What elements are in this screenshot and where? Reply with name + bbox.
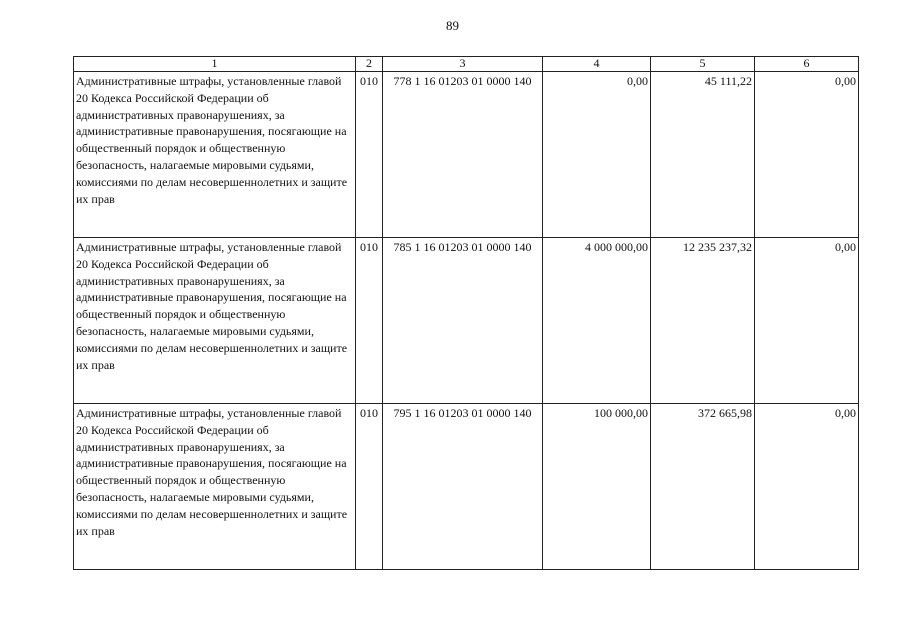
row-budget-code: 778 1 16 01203 01 0000 140 xyxy=(383,72,543,238)
row-description: Административные штрафы, установленные главой 20 Кодекса Российской Федерации об административных правонарушениях, за административные правонарушения, посягающие на общественный порядок и общественную безопасность, налагаемые мировыми судьями, комиссиями по делам несовершеннолетних и защите их прав xyxy=(74,404,356,570)
row-col5-value: 45 111,22 xyxy=(651,72,755,238)
row-description: Административные штрафы, установленные главой 20 Кодекса Российской Федерации об административных правонарушениях, за административные правонарушения, посягающие на общественный порядок и общественную безопасность, налагаемые мировыми судьями, комиссиями по делам несовершеннолетних и защите их прав xyxy=(74,72,356,238)
page-number: 89 xyxy=(446,18,459,33)
row-line-code: 010 xyxy=(356,72,383,238)
header-cell-4: 4 xyxy=(543,57,651,72)
report-table xyxy=(73,56,859,570)
row-col6-value: 0,00 xyxy=(755,238,859,404)
header-cell-5: 5 xyxy=(651,57,755,72)
header-cell-1: 1 xyxy=(74,57,356,72)
table-row xyxy=(74,404,859,570)
header-cell-3: 3 xyxy=(383,57,543,72)
row-budget-code: 795 1 16 01203 01 0000 140 xyxy=(383,404,543,570)
row-col6-value: 0,00 xyxy=(755,72,859,238)
header-cell-6: 6 xyxy=(755,57,859,72)
row-col4-value: 4 000 000,00 xyxy=(543,238,651,404)
row-col6-value: 0,00 xyxy=(755,404,859,570)
table-row xyxy=(74,238,859,404)
row-line-code: 010 xyxy=(356,238,383,404)
header-row xyxy=(74,57,859,72)
row-col4-value: 0,00 xyxy=(543,72,651,238)
header-cell-2: 2 xyxy=(356,57,383,72)
row-line-code: 010 xyxy=(356,404,383,570)
row-col4-value: 100 000,00 xyxy=(543,404,651,570)
row-col5-value: 372 665,98 xyxy=(651,404,755,570)
table-row xyxy=(74,72,859,238)
row-col5-value: 12 235 237,32 xyxy=(651,238,755,404)
row-description: Административные штрафы, установленные главой 20 Кодекса Российской Федерации об административных правонарушениях, за административные правонарушения, посягающие на общественный порядок и общественную безопасность, налагаемые мировыми судьями, комиссиями по делам несовершеннолетних и защите их прав xyxy=(74,238,356,404)
row-budget-code: 785 1 16 01203 01 0000 140 xyxy=(383,238,543,404)
